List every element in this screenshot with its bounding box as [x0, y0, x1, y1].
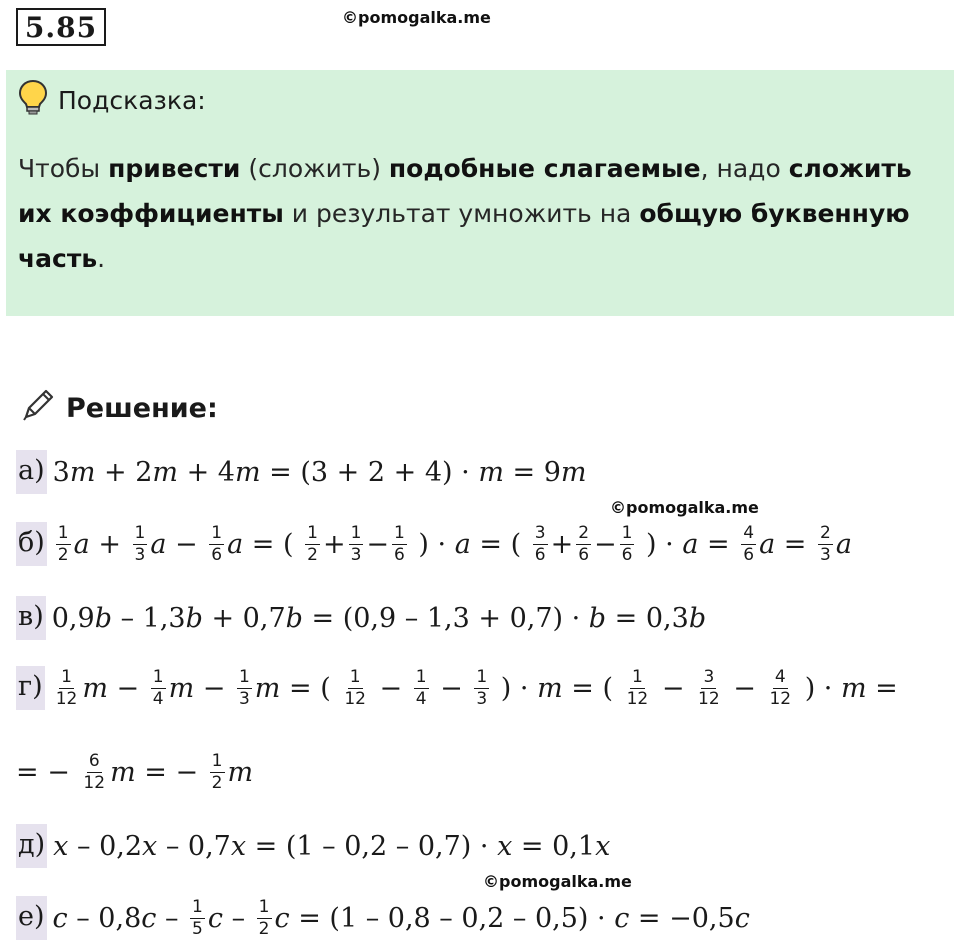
solution-line	[16, 660, 898, 716]
math-text: – 0,7	[157, 830, 231, 862]
fraction-denominator: 12	[55, 688, 78, 709]
math-variable: c	[141, 902, 157, 934]
math-variable: m	[82, 672, 108, 704]
fraction-numerator: 3	[534, 522, 546, 543]
fraction	[767, 668, 793, 709]
fraction	[210, 752, 225, 793]
hint-plain-text: и результат умножить на	[283, 199, 640, 228]
math-text: = (1 – 0,8 – 0,2 – 0,5) ·	[289, 902, 615, 934]
math-text: ) ·	[409, 528, 455, 560]
math-variable: x	[53, 830, 69, 862]
math-text: + 0,7	[202, 602, 286, 634]
math-text: +	[322, 528, 346, 560]
fraction-numerator: 1	[415, 666, 427, 687]
solution-header	[20, 388, 218, 428]
math-variable: c	[52, 902, 68, 934]
item-label: е)	[16, 896, 47, 940]
fraction-numerator: 1	[621, 522, 633, 543]
solution-line	[16, 444, 587, 500]
lightbulb-icon	[18, 79, 48, 121]
fraction-numerator: 2	[819, 522, 831, 543]
math-variable: x	[497, 830, 513, 862]
math-text: −	[166, 528, 207, 560]
math-variable: a	[759, 528, 776, 560]
math-variable: a	[73, 528, 90, 560]
solution-line	[16, 590, 706, 646]
math-text: – 0,2	[68, 830, 143, 862]
math-variable: m	[234, 456, 261, 488]
fraction-numerator: 3	[703, 666, 715, 687]
fraction-denominator: 2	[258, 918, 270, 939]
hint-plain-text: (сложить)	[240, 154, 389, 183]
fraction	[696, 668, 722, 709]
fraction-numerator: 1	[476, 666, 488, 687]
math-variable: a	[454, 528, 471, 560]
fraction-denominator: 3	[238, 688, 250, 709]
fraction-denominator: 4	[152, 688, 164, 709]
math-text: = (	[280, 672, 340, 704]
math-text: −	[653, 672, 694, 704]
math-variable: m	[110, 756, 136, 788]
hint-bold-text: сложить их коэффициенты	[18, 154, 912, 228]
fraction-numerator: 2	[578, 522, 590, 543]
fraction-numerator: 1	[632, 666, 643, 687]
math-variable: m	[152, 456, 179, 488]
fraction-denominator: 4	[415, 688, 427, 709]
math-text: = 0,3	[606, 602, 689, 634]
math-text: + 2	[95, 456, 153, 488]
math-variable: m	[227, 756, 254, 788]
fraction-denominator: 6	[621, 544, 633, 565]
math-variable: b	[94, 602, 112, 634]
math-variable: a	[227, 528, 244, 560]
fraction	[54, 668, 80, 709]
fraction-denominator: 2	[57, 544, 69, 565]
fraction-denominator: 3	[476, 688, 488, 709]
fraction	[625, 668, 651, 709]
fraction	[133, 524, 148, 565]
fraction-numerator: 1	[152, 666, 164, 687]
math-text: + 4	[178, 456, 235, 488]
math-text: = 9	[503, 456, 561, 488]
fraction	[56, 524, 71, 565]
solution-line	[16, 744, 253, 800]
fraction	[349, 524, 364, 565]
fraction-numerator: 1	[61, 666, 72, 687]
hint-plain-text: Чтобы	[18, 154, 109, 183]
solution-title: Решение:	[66, 392, 218, 424]
hint-bold-text: подобные слагаемые	[388, 154, 701, 183]
math-text: −	[194, 672, 234, 704]
math-text: = −	[135, 756, 207, 788]
math-text: =	[698, 528, 739, 560]
math-variable: a	[835, 528, 852, 560]
item-label: б)	[16, 522, 47, 566]
math-text: 0,9	[51, 602, 95, 634]
fraction	[209, 524, 224, 565]
fraction	[392, 524, 407, 565]
math-variable: m	[478, 456, 504, 488]
fraction-numerator: 1	[238, 666, 250, 687]
hint-plain-text: .	[97, 244, 106, 273]
math-variable: x	[142, 830, 158, 862]
math-text: −	[370, 672, 411, 704]
watermark: ©pomogalka.me	[483, 872, 632, 891]
fraction-denominator: 3	[819, 544, 831, 565]
fraction-numerator: 1	[211, 522, 223, 543]
math-variable: m	[537, 672, 563, 704]
fraction-denominator: 12	[698, 688, 720, 709]
fraction-numerator: 4	[743, 522, 755, 543]
item-label: д)	[16, 824, 47, 868]
math-variable: x	[230, 830, 247, 862]
fraction-denominator: 12	[769, 688, 792, 709]
fraction	[151, 668, 166, 709]
fraction	[81, 752, 107, 793]
math-text: −	[594, 528, 617, 560]
math-text: +	[89, 528, 130, 560]
pencil-icon	[20, 387, 56, 430]
math-variable: c	[734, 902, 750, 934]
math-text: = (1 – 0,2 – 0,7) ·	[246, 830, 498, 862]
fraction	[305, 524, 320, 565]
item-label: г)	[16, 666, 45, 710]
math-text: = (	[243, 528, 303, 560]
fraction	[257, 898, 272, 939]
math-text: = 0,1	[512, 830, 596, 862]
fraction-denominator: 5	[192, 918, 203, 939]
math-text: −	[431, 672, 472, 704]
fraction-denominator: 12	[83, 772, 106, 793]
fraction-denominator: 6	[578, 544, 590, 565]
watermark: ©pomogalka.me	[342, 8, 491, 27]
fraction	[576, 524, 591, 565]
fraction-denominator: 6	[534, 544, 546, 565]
math-text: ) ·	[796, 672, 841, 704]
fraction	[533, 524, 548, 565]
watermark: ©pomogalka.me	[610, 498, 759, 517]
fraction-denominator: 2	[211, 772, 223, 793]
fraction-numerator: 1	[394, 522, 405, 543]
math-text: = −	[16, 756, 79, 788]
math-variable: c	[207, 902, 223, 934]
math-text: −	[366, 528, 390, 560]
math-variable: m	[168, 672, 195, 704]
fraction	[474, 668, 489, 709]
math-variable: b	[185, 602, 203, 634]
fraction-numerator: 1	[349, 666, 361, 687]
hint-plain-text: , надо	[700, 154, 789, 183]
fraction-numerator: 1	[134, 522, 146, 543]
math-text: ) ·	[492, 672, 538, 704]
fraction-numerator: 4	[774, 666, 786, 687]
fraction-numerator: 1	[350, 522, 362, 543]
fraction	[620, 524, 635, 565]
fraction-numerator: 1	[211, 750, 223, 771]
fraction-denominator: 3	[350, 544, 362, 565]
math-text: = (0,9 – 1,3 + 0,7) ·	[302, 602, 589, 634]
hint-text	[18, 146, 938, 281]
fraction	[190, 898, 205, 939]
fraction-numerator: 1	[307, 522, 318, 543]
math-text: −	[724, 672, 765, 704]
math-variable: m	[560, 456, 587, 488]
item-label: в)	[16, 596, 46, 640]
fraction-numerator: 6	[88, 750, 100, 771]
solution-line	[16, 890, 750, 946]
fraction	[818, 524, 833, 565]
math-variable: c	[614, 902, 630, 934]
math-variable: x	[595, 830, 611, 862]
math-variable: m	[254, 672, 281, 704]
fraction-denominator: 3	[134, 544, 146, 565]
fraction	[414, 668, 429, 709]
math-text: = (	[470, 528, 530, 560]
item-label: а)	[16, 450, 47, 494]
fraction-numerator: 1	[57, 522, 69, 543]
math-variable: a	[682, 528, 699, 560]
math-text: –	[223, 902, 254, 934]
solution-line	[16, 516, 852, 572]
fraction-denominator: 6	[743, 544, 755, 565]
fraction-denominator: 6	[394, 544, 405, 565]
math-variable: b	[588, 602, 607, 634]
math-text: =	[866, 672, 898, 704]
fraction-denominator: 12	[626, 688, 649, 709]
math-text: = −0,5	[629, 902, 735, 934]
fraction-denominator: 12	[344, 688, 366, 709]
fraction	[741, 524, 756, 565]
math-variable: m	[840, 672, 867, 704]
math-variable: m	[69, 456, 96, 488]
math-text: = (3 + 2 + 4) ·	[260, 456, 479, 488]
math-text: =	[775, 528, 815, 560]
solution-line	[16, 818, 610, 874]
problem-number: 5.85	[16, 8, 106, 46]
fraction-numerator: 1	[192, 896, 203, 917]
math-text: –	[156, 902, 188, 934]
math-text: = (	[562, 672, 622, 704]
math-variable: a	[150, 528, 167, 560]
math-text: ) ·	[637, 528, 683, 560]
math-variable: b	[285, 602, 303, 634]
math-text: −	[107, 672, 148, 704]
fraction-denominator: 6	[211, 544, 223, 565]
math-text: – 0,8	[67, 902, 142, 934]
fraction-denominator: 2	[307, 544, 318, 565]
hint-bold-text: привести	[108, 154, 241, 183]
math-variable: b	[688, 602, 707, 634]
math-text: +	[550, 528, 574, 560]
fraction	[237, 668, 252, 709]
fraction-numerator: 1	[258, 896, 270, 917]
hint-header	[18, 82, 206, 118]
hint-title: Подсказка:	[58, 85, 206, 115]
fraction	[342, 668, 368, 709]
hint-bold-text: общую буквенную часть	[18, 199, 910, 273]
math-variable: c	[274, 902, 290, 934]
math-text: – 1,3	[111, 602, 186, 634]
math-text: 3	[52, 456, 70, 488]
